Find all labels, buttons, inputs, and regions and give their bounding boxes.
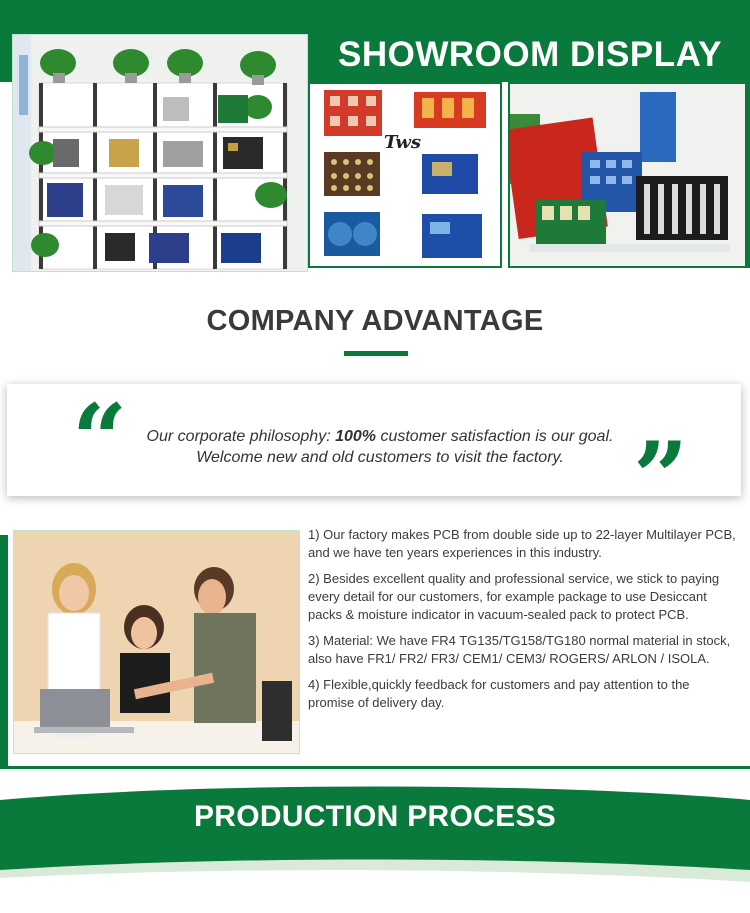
showroom-shelf-photo (12, 34, 308, 272)
philosophy-line-2: Welcome new and old customers to visit the factory. (196, 449, 564, 466)
advantage-point-2: 2) Besides excellent quality and professional service, we stick to paying every detail for our customers, for example package to use Desiccant packs & moisture indicator in vacuum-sealed pack to protect PCB. (308, 571, 720, 622)
company-advantage-title: COMPANY ADVANTAGE (206, 305, 544, 337)
philosophy-suffix: customer satisfaction is our goal. (376, 428, 614, 445)
title-underline (344, 351, 408, 356)
pcb-stand-photo (508, 82, 747, 268)
advantage-point-4: 4) Flexible,quickly feedback for customers and pay attention to the promise of delivery day. (308, 677, 690, 710)
open-quote-icon: “ (72, 383, 128, 496)
philosophy-line-1 (110, 426, 650, 447)
close-quote-icon: ” (633, 421, 689, 534)
philosophy-text (110, 426, 650, 468)
green-side-bar (0, 535, 8, 768)
section-divider (0, 766, 750, 769)
advantage-point-1: 1) Our factory makes PCB from double side up to 22-layer Multilayer PCB, and we have ten years experiences in this industry. (308, 527, 736, 560)
brand-logo-text: Tws (384, 132, 422, 153)
production-process-title: PRODUCTION PROCESS (193, 800, 557, 833)
factory-team-photo (13, 530, 300, 754)
production-banner (0, 778, 750, 908)
factory-description (308, 526, 738, 720)
advantage-point-3: 3) Material: We have FR4 TG135/TG158/TG180 normal material in stock, also have FR1/ FR2/ FR3/ CEM1/ CEM3/ ROGERS/ ARLON / ISOLA. (308, 633, 731, 666)
philosophy-highlight: 100% (335, 428, 377, 445)
showroom-title: SHOWROOM DISPLAY (338, 35, 722, 74)
pcb-boards-photo (308, 82, 502, 268)
philosophy-prefix: Our corporate philosophy: (146, 428, 336, 445)
